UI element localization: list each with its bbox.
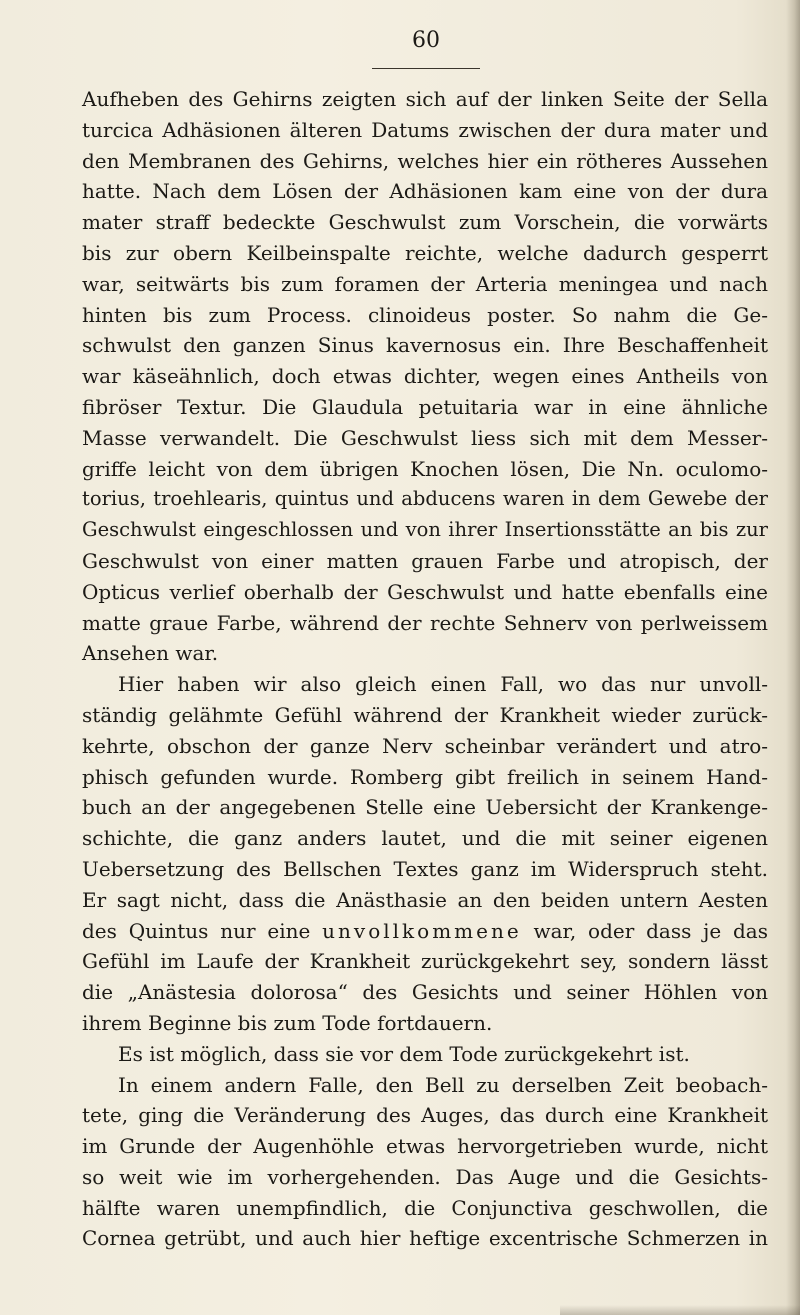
- text-line: hinten bis zum Process. clinoideus poster. So nahm die Ge-: [82, 302, 768, 327]
- text-line: Ansehen war.: [82, 641, 219, 666]
- text-line: Es ist möglich, dass sie vor dem Tode zurückgekehrt ist.: [118, 1041, 690, 1066]
- text-line: schwulst den ganzen Sinus kavernosus ein. Ihre Beschaffenheit: [82, 333, 768, 358]
- text-line: kehrte, obschon der ganze Nerv scheinbar verändert und atro-: [82, 733, 768, 758]
- text-line: In einem andern Falle, den Bell zu derselben Zeit beobach-: [118, 1072, 768, 1097]
- text-line: phisch gefunden wurde. Romberg gibt freilich in seinem Hand-: [82, 764, 768, 789]
- text-line: Er sagt nicht, dass die Anästhasie an den beiden untern Aesten: [82, 887, 768, 912]
- text-line: Cornea getrübt, und auch hier heftige excentrische Schmerzen in: [82, 1226, 768, 1251]
- text-line: hälfte waren unempfindlich, die Conjunctiva geschwollen, die: [82, 1195, 768, 1220]
- text-line: Masse verwandelt. Die Geschwulst liess sich mit dem Messer-: [82, 425, 768, 450]
- emphasized-word: unvollkommene: [322, 918, 522, 943]
- text-segment: war, oder dass je das: [521, 918, 768, 943]
- text-line: hatte. Nach dem Lösen der Adhäsionen kam eine von der dura: [82, 179, 768, 204]
- text-line: Gefühl im Laufe der Krankheit zurückgekehrt sey, sondern lässt: [82, 949, 768, 974]
- text-line: torius, troehlearis, quintus und abducens waren in dem Gewebe der: [82, 487, 768, 511]
- text-line: [82, 916, 768, 947]
- text-line: die „Anästesia dolorosa“ des Gesichts und seiner Höhlen von: [82, 980, 768, 1005]
- text-line: Geschwulst eingeschlossen und von ihrer Insertionsstätte an bis zur: [82, 518, 768, 542]
- text-line: Hier haben wir also gleich einen Fall, wo das nur unvoll-: [118, 672, 768, 697]
- text-line: Opticus verlief oberhalb der Geschwulst und hatte ebenfalls eine: [82, 579, 768, 604]
- text-line: turcica Adhäsionen älteren Datums zwischen der dura mater und: [82, 117, 768, 142]
- text-line: ständig gelähmte Gefühl während der Krankheit wieder zurück-: [82, 702, 768, 727]
- text-line: war, seitwärts bis zum foramen der Arteria meningea und nach: [82, 271, 768, 296]
- text-line: schichte, die ganz anders lautet, und die mit seiner eigenen: [82, 826, 768, 851]
- text-segment: des Quintus nur eine: [82, 918, 323, 943]
- text-line: tete, ging die Veränderung des Auges, das durch eine Krankheit: [82, 1103, 768, 1128]
- text-line: Aufheben des Gehirns zeigten sich auf der linken Seite der Sella: [82, 87, 768, 111]
- body-text: [82, 84, 768, 1254]
- text-line: war käseähnlich, doch etwas dichter, wegen eines Antheils von: [82, 364, 768, 389]
- text-line: buch an der angegebenen Stelle eine Uebersicht der Krankenge-: [82, 795, 768, 820]
- text-line: so weit wie im vorhergehenden. Das Auge und die Gesichts-: [82, 1164, 768, 1189]
- page-edge-shadow: [786, 0, 800, 1315]
- text-line: bis zur obern Keilbeinspalte reichte, welche dadurch gesperrt: [82, 240, 768, 265]
- text-line: fibröser Textur. Die Glaudula petuitaria war in eine ähnliche: [82, 394, 768, 419]
- text-line: griffe leicht von dem übrigen Knochen lösen, Die Nn. oculomo-: [82, 456, 768, 481]
- text-line: den Membranen des Gehirns, welches hier ein rötheres Aussehen: [82, 148, 768, 173]
- text-line: Geschwulst von einer matten grauen Farbe und atropisch, der: [82, 548, 768, 573]
- text-line: im Grunde der Augenhöhle etwas hervorgetrieben wurde, nicht: [82, 1134, 768, 1159]
- text-line: matte graue Farbe, während der rechte Sehnerv von perlweissem: [82, 610, 768, 635]
- page-number: 60: [412, 28, 440, 53]
- page-number-rule: [372, 68, 480, 69]
- text-line: Uebersetzung des Bellschen Textes ganz im Widerspruch steht.: [82, 856, 768, 881]
- text-line: ihrem Beginne bis zum Tode fortdauern.: [82, 1010, 493, 1035]
- page-corner-shadow: [560, 1305, 800, 1315]
- text-line: mater straff bedeckte Geschwulst zum Vorschein, die vorwärts: [82, 210, 768, 235]
